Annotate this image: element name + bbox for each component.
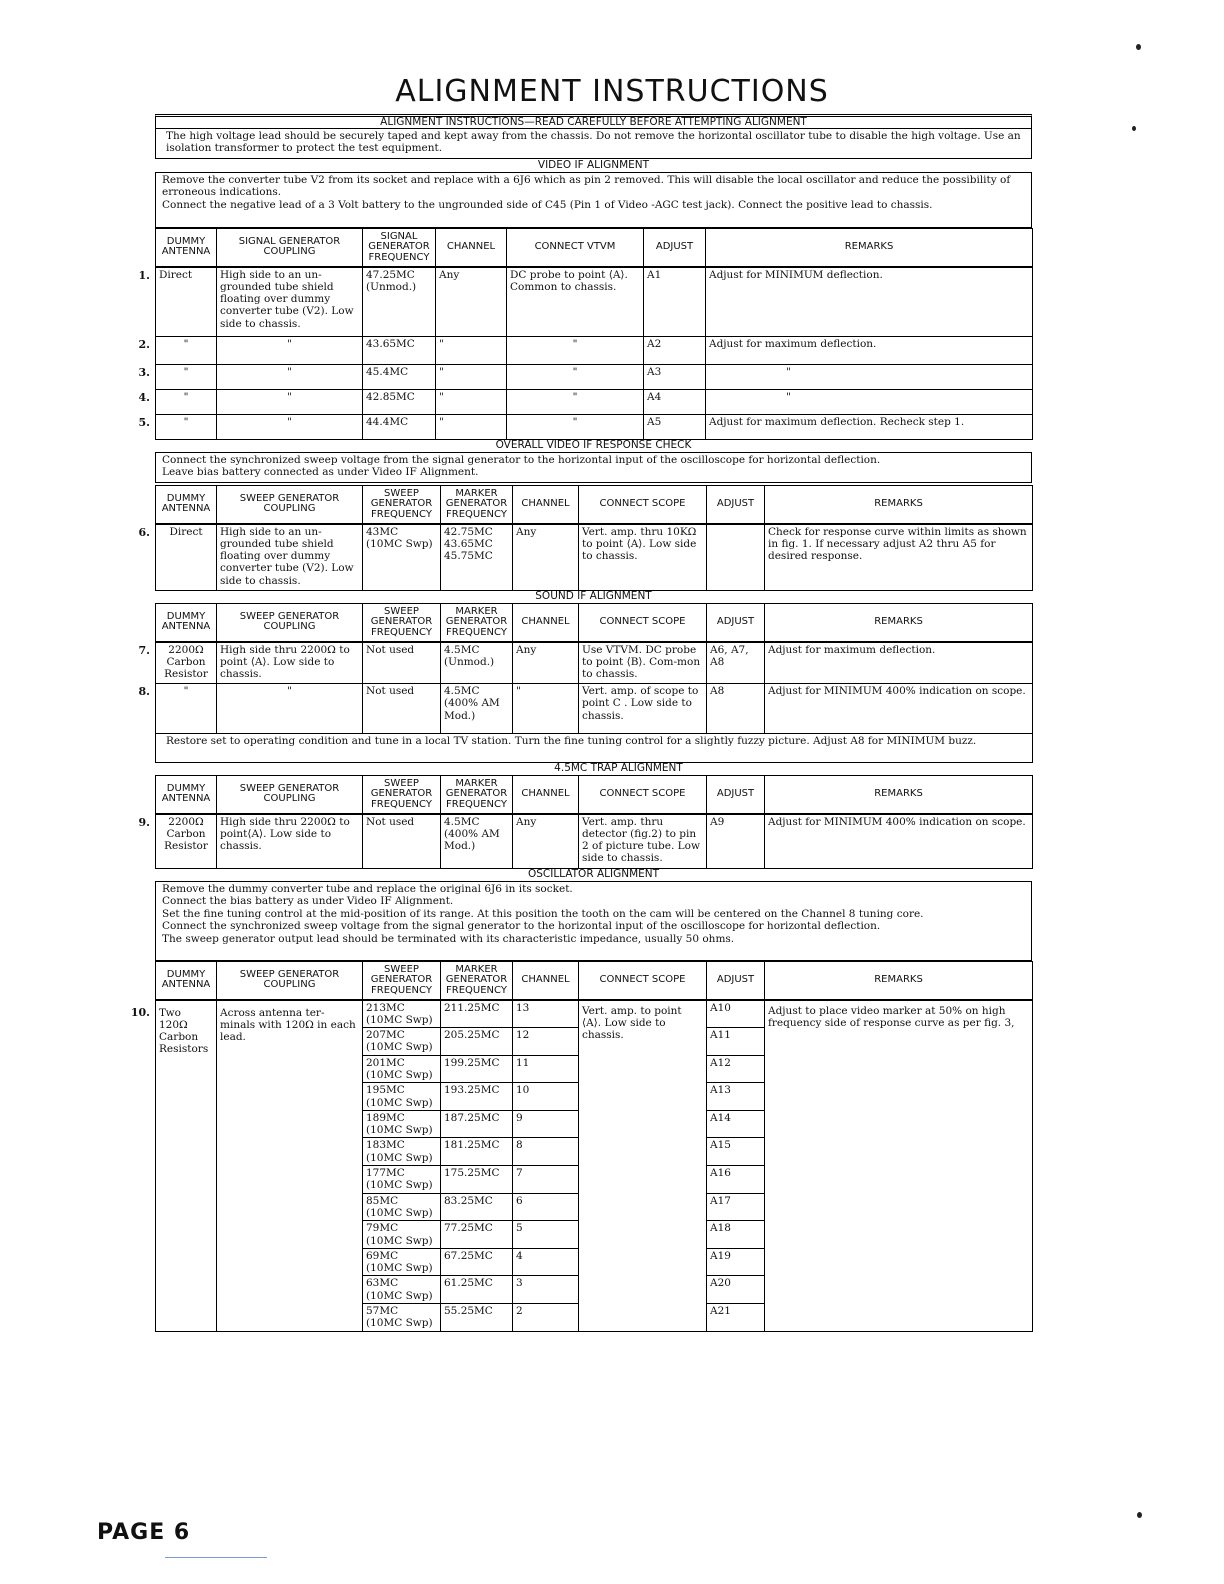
video-if-heading: VIDEO IF ALIGNMENT bbox=[537, 159, 650, 171]
col-remarks: REMARKS bbox=[765, 486, 1033, 524]
col-remarks: REMARKS bbox=[765, 962, 1033, 1000]
col-connect: CONNECT SCOPE bbox=[579, 486, 707, 524]
cell: " bbox=[183, 416, 189, 428]
cell: " bbox=[183, 391, 189, 403]
cell: 57MC (10MC Swp) bbox=[363, 1304, 441, 1332]
cell: 205.25MC bbox=[441, 1028, 513, 1056]
cell: A20 bbox=[707, 1276, 765, 1304]
cell: A17 bbox=[707, 1193, 765, 1221]
oscillator-note-2: Connect the bias battery as under Video IF Alignment. bbox=[162, 895, 454, 908]
scan-speck bbox=[1136, 44, 1141, 50]
cell: 4.5MC (400% AM Mod.) bbox=[441, 684, 513, 734]
col-coupling: SWEEP GENERATOR COUPLING bbox=[217, 962, 363, 1000]
overall-heading: OVERALL VIDEO IF RESPONSE CHECK bbox=[495, 439, 692, 451]
cell: 2200Ω Carbon Resistor bbox=[164, 815, 208, 853]
cell: A14 bbox=[707, 1110, 765, 1138]
cell: A2 bbox=[644, 337, 706, 365]
col-sweep-frequency: SWEEP GENERATOR FREQUENCY bbox=[363, 604, 441, 642]
cell: Any bbox=[513, 814, 579, 869]
cell: 213MC (10MC Swp) bbox=[363, 1000, 441, 1028]
cell: A5 bbox=[644, 415, 706, 440]
cell: 83.25MC bbox=[441, 1193, 513, 1221]
oscillator-heading: OSCILLATOR ALIGNMENT bbox=[527, 868, 660, 880]
scan-speck bbox=[1137, 1512, 1142, 1518]
col-coupling: SWEEP GENERATOR COUPLING bbox=[217, 604, 363, 642]
warning-heading: ALIGNMENT INSTRUCTIONS—READ CAREFULLY BEFORE ATTEMPTING ALIGNMENT bbox=[155, 114, 1032, 129]
cell: High side to an un-grounded tube shield floating over dummy converter tube (V2). Low side to chassis. bbox=[217, 267, 363, 337]
cell: 4.5MC (Unmod.) bbox=[441, 642, 513, 684]
col-sweep-frequency: SWEEP GENERATOR FREQUENCY bbox=[363, 486, 441, 524]
cell: 189MC (10MC Swp) bbox=[363, 1110, 441, 1138]
table-row bbox=[156, 415, 1033, 440]
alignment-document bbox=[130, 114, 1032, 1332]
cell: " bbox=[513, 684, 579, 734]
video-if-note-1: Remove the converter tube V2 from its socket and replace with a 6J6 which as pin 2 removed. This will disable the local oscillator and reduce the possibility of erroneous indications. bbox=[162, 174, 1011, 199]
cell: 177MC (10MC Swp) bbox=[363, 1166, 441, 1194]
cell: " bbox=[507, 415, 644, 440]
video-if-notes bbox=[155, 172, 1032, 228]
sound-if-heading: SOUND IF ALIGNMENT bbox=[535, 590, 652, 602]
col-dummy-antenna: DUMMY ANTENNA bbox=[156, 776, 217, 814]
cell: 4.5MC (400% AM Mod.) bbox=[441, 814, 513, 869]
col-adjust: ADJUST bbox=[707, 486, 765, 524]
video-if-note-2: Connect the negative lead of a 3 Volt battery to the ungrounded side of C45 (Pin 1 of Video -AGC test jack). Connect the positive lead to chassis. bbox=[162, 198, 933, 211]
cell: Use VTVM. DC probe to point ⟨B⟩. Com-mon to chassis. bbox=[579, 642, 707, 684]
col-adjust: ADJUST bbox=[707, 604, 765, 642]
cell: 63MC (10MC Swp) bbox=[363, 1276, 441, 1304]
cell: " bbox=[507, 365, 644, 390]
col-connect: CONNECT SCOPE bbox=[579, 604, 707, 642]
step-number: 10. bbox=[130, 1005, 150, 1019]
col-sweep-frequency: SWEEP GENERATOR FREQUENCY bbox=[363, 962, 441, 1000]
cell: 9 bbox=[513, 1110, 579, 1138]
cell: High side thru 2200Ω to point ⟨A⟩. Low side to chassis. bbox=[217, 642, 363, 684]
cell: A8 bbox=[707, 684, 765, 734]
cell: Adjust for maximum deflection. bbox=[765, 642, 1033, 684]
col-connect: CONNECT SCOPE bbox=[579, 962, 707, 1000]
cell: 195MC (10MC Swp) bbox=[363, 1083, 441, 1111]
cell: " bbox=[217, 684, 363, 734]
col-remarks: REMARKS bbox=[765, 604, 1033, 642]
cell: A1 bbox=[644, 267, 706, 337]
cell: Not used bbox=[363, 814, 441, 869]
cell: 187.25MC bbox=[441, 1110, 513, 1138]
sound-if-table bbox=[138, 603, 1033, 763]
cell: A11 bbox=[707, 1028, 765, 1056]
col-marker-frequency: MARKER GENERATOR FREQUENCY bbox=[441, 486, 513, 524]
warning-paragraph: The high voltage lead should be securely taped and kept away from the chassis. Do not remove the horizontal oscillator tube to disable the high voltage. Use an isolation transformer to protect the test equipment. bbox=[166, 130, 1021, 155]
col-dummy-antenna: DUMMY ANTENNA bbox=[156, 486, 217, 524]
cell: " bbox=[706, 365, 1033, 390]
cell: Check for response curve within limits as shown in fig. 1. If necessary adjust A2 thru A5 for desired response. bbox=[765, 524, 1033, 591]
cell: DC probe to point ⟨A⟩. Common to chassis. bbox=[507, 267, 644, 337]
table-row bbox=[156, 1000, 1033, 1028]
cell: Any bbox=[436, 267, 507, 337]
sound-if-footer: Restore set to operating condition and tune in a local TV station. Turn the fine tuning control for a slightly fuzzy picture. Adjust A8 for MINIMUM buzz. bbox=[156, 734, 1033, 763]
oscillator-note-5: The sweep generator output lead should be terminated with its characteristic impedance, usually 50 ohms. bbox=[162, 932, 735, 945]
oscillator-notes bbox=[155, 881, 1032, 961]
cell: " bbox=[507, 390, 644, 415]
col-marker-frequency: MARKER GENERATOR FREQUENCY bbox=[441, 604, 513, 642]
cell: " bbox=[436, 337, 507, 365]
oscillator-note-3: Set the fine tuning control at the mid-position of its range. At this position the tooth on the cam will be centered on the Channel 8 tuning core. bbox=[162, 907, 924, 920]
cell: 44.4MC bbox=[363, 415, 436, 440]
col-dummy-antenna: DUMMY ANTENNA bbox=[156, 962, 217, 1000]
cell: A21 bbox=[707, 1304, 765, 1332]
cell: Vert. amp. to point ⟨A⟩. Low side to chassis. bbox=[579, 1000, 707, 1332]
cell: 5 bbox=[513, 1221, 579, 1249]
cell: Vert. amp. thru detector (fig.2) to pin 2 of picture tube. Low side to chassis. bbox=[579, 814, 707, 869]
overall-notes bbox=[155, 452, 1032, 483]
col-frequency: SIGNAL GENERATOR FREQUENCY bbox=[363, 229, 436, 267]
cell: " bbox=[217, 365, 363, 390]
cell: " bbox=[217, 415, 363, 440]
step-number: 7. bbox=[138, 643, 150, 657]
step-number: 1. bbox=[138, 268, 150, 282]
col-marker-frequency: MARKER GENERATOR FREQUENCY bbox=[441, 776, 513, 814]
col-channel: CHANNEL bbox=[513, 604, 579, 642]
oscillator-note-4: Connect the synchronized sweep voltage from the signal generator to the horizontal input of the oscilloscope for horizontal deflection. bbox=[162, 920, 881, 933]
overall-note-2: Leave bias battery connected as under Video IF Alignment. bbox=[162, 466, 479, 479]
cell: High side thru 2200Ω to point⟨A⟩. Low side to chassis. bbox=[217, 814, 363, 869]
overall-table bbox=[138, 485, 1033, 591]
col-dummy-antenna: DUMMY ANTENNA bbox=[156, 604, 217, 642]
cell: Adjust for MINIMUM 400% indication on scope. bbox=[765, 684, 1033, 734]
col-channel: CHANNEL bbox=[436, 229, 507, 267]
cell: 193.25MC bbox=[441, 1083, 513, 1111]
cell: A19 bbox=[707, 1248, 765, 1276]
cell: High side to an un-grounded tube shield floating over dummy converter tube (V2). Low side to chassis. bbox=[217, 524, 363, 591]
step-number: 8. bbox=[138, 685, 150, 698]
cell: Adjust for maximum deflection. Recheck step 1. bbox=[706, 415, 1033, 440]
cell: " bbox=[217, 390, 363, 415]
col-channel: CHANNEL bbox=[513, 486, 579, 524]
col-adjust: ADJUST bbox=[707, 776, 765, 814]
col-adjust: ADJUST bbox=[644, 229, 706, 267]
cell: A15 bbox=[707, 1138, 765, 1166]
warning-text bbox=[155, 129, 1032, 159]
cell: Adjust for maximum deflection. bbox=[706, 337, 1033, 365]
cell: Vert. amp. thru 10KΩ to point ⟨A⟩. Low side to chassis. bbox=[579, 524, 707, 591]
cell: A18 bbox=[707, 1221, 765, 1249]
cell: Not used bbox=[363, 684, 441, 734]
table-row bbox=[156, 734, 1033, 763]
oscillator-note-1: Remove the dummy converter tube and replace the original 6J6 in its socket. bbox=[162, 883, 573, 895]
cell: 199.25MC bbox=[441, 1055, 513, 1083]
step-number: 9. bbox=[138, 815, 150, 829]
cell: 79MC (10MC Swp) bbox=[363, 1221, 441, 1249]
cell: " bbox=[706, 390, 1033, 415]
cell: " bbox=[183, 338, 189, 350]
table-row bbox=[156, 524, 1033, 591]
cell: Two 120Ω Carbon Resistors bbox=[159, 1006, 209, 1056]
cell: 13 bbox=[513, 1000, 579, 1028]
scan-speck bbox=[1132, 126, 1136, 131]
cell: 12 bbox=[513, 1028, 579, 1056]
cell: Any bbox=[513, 642, 579, 684]
col-channel: CHANNEL bbox=[513, 962, 579, 1000]
page-number: PAGE 6 bbox=[97, 1520, 191, 1545]
step-number: 6. bbox=[138, 525, 150, 539]
cell: A9 bbox=[707, 814, 765, 869]
cell: 183MC (10MC Swp) bbox=[363, 1138, 441, 1166]
col-marker-frequency: MARKER GENERATOR FREQUENCY bbox=[441, 962, 513, 1000]
cell: Vert. amp. of scope to point C . Low side to chassis. bbox=[579, 684, 707, 734]
trap-table bbox=[138, 775, 1033, 869]
cell: " bbox=[183, 366, 189, 378]
cell: A4 bbox=[644, 390, 706, 415]
video-if-table bbox=[138, 228, 1033, 440]
cell: 43.65MC bbox=[363, 337, 436, 365]
step-number: 4. bbox=[138, 391, 150, 404]
cell: 3 bbox=[513, 1276, 579, 1304]
table-row bbox=[156, 390, 1033, 415]
cell: 175.25MC bbox=[441, 1166, 513, 1194]
cell: 2200Ω Carbon Resistor bbox=[164, 643, 208, 681]
cell: Adjust for MINIMUM deflection. bbox=[706, 267, 1033, 337]
table-row bbox=[156, 337, 1033, 365]
cell: 43MC (10MC Swp) bbox=[363, 524, 441, 591]
cell: 77.25MC bbox=[441, 1221, 513, 1249]
link-underline bbox=[165, 1557, 267, 1558]
col-connect: CONNECT SCOPE bbox=[579, 776, 707, 814]
col-channel: CHANNEL bbox=[513, 776, 579, 814]
cell: 211.25MC bbox=[441, 1000, 513, 1028]
cell: Not used bbox=[363, 642, 441, 684]
cell: 10 bbox=[513, 1083, 579, 1111]
cell: " bbox=[183, 685, 189, 697]
cell: Any bbox=[513, 524, 579, 591]
step-number: 2. bbox=[138, 338, 150, 351]
cell: " bbox=[507, 337, 644, 365]
col-remarks: REMARKS bbox=[706, 229, 1033, 267]
cell: A13 bbox=[707, 1083, 765, 1111]
table-row bbox=[156, 684, 1033, 734]
cell: 69MC (10MC Swp) bbox=[363, 1248, 441, 1276]
cell: A12 bbox=[707, 1055, 765, 1083]
cell: 6 bbox=[513, 1193, 579, 1221]
cell: A3 bbox=[644, 365, 706, 390]
cell: 4 bbox=[513, 1248, 579, 1276]
cell: 42.85MC bbox=[363, 390, 436, 415]
cell: 2 bbox=[513, 1304, 579, 1332]
col-coupling: SIGNAL GENERATOR COUPLING bbox=[217, 229, 363, 267]
col-sweep-frequency: SWEEP GENERATOR FREQUENCY bbox=[363, 776, 441, 814]
overall-note-1: Connect the synchronized sweep voltage from the signal generator to the horizontal input of the oscilloscope for horizontal deflection. bbox=[162, 454, 881, 466]
table-row bbox=[156, 642, 1033, 684]
cell: 8 bbox=[513, 1138, 579, 1166]
cell: 45.4MC bbox=[363, 365, 436, 390]
cell: Direct bbox=[169, 525, 203, 538]
cell: A10 bbox=[707, 1000, 765, 1028]
step-number: 5. bbox=[138, 416, 150, 429]
cell: Across antenna ter-minals with 120Ω in each lead. bbox=[217, 1000, 363, 1332]
col-dummy-antenna: DUMMY ANTENNA bbox=[156, 229, 217, 267]
cell: A16 bbox=[707, 1166, 765, 1194]
cell: Direct bbox=[159, 268, 193, 281]
cell: 11 bbox=[513, 1055, 579, 1083]
table-row bbox=[156, 365, 1033, 390]
cell: A6, A7, A8 bbox=[707, 642, 765, 684]
table-row bbox=[156, 814, 1033, 869]
cell: " bbox=[436, 415, 507, 440]
cell: 201MC (10MC Swp) bbox=[363, 1055, 441, 1083]
cell: 181.25MC bbox=[441, 1138, 513, 1166]
oscillator-table bbox=[130, 961, 1033, 1332]
table-row bbox=[156, 267, 1033, 337]
trap-heading: 4.5MC TRAP ALIGNMENT bbox=[554, 762, 683, 774]
cell: Adjust to place video marker at 50% on high frequency side of response curve as per fig. 3, bbox=[765, 1000, 1033, 1332]
col-adjust: ADJUST bbox=[707, 962, 765, 1000]
col-coupling: SWEEP GENERATOR COUPLING bbox=[217, 486, 363, 524]
cell: Adjust for MINIMUM 400% indication on scope. bbox=[765, 814, 1033, 869]
cell bbox=[707, 524, 765, 591]
cell: 67.25MC bbox=[441, 1248, 513, 1276]
cell: 207MC (10MC Swp) bbox=[363, 1028, 441, 1056]
cell: 42.75MC 43.65MC 45.75MC bbox=[441, 524, 513, 591]
page-title: ALIGNMENT INSTRUCTIONS bbox=[395, 74, 829, 109]
cell: 47.25MC (Unmod.) bbox=[363, 267, 436, 337]
step-number: 3. bbox=[138, 366, 150, 379]
cell: 55.25MC bbox=[441, 1304, 513, 1332]
cell: 85MC (10MC Swp) bbox=[363, 1193, 441, 1221]
cell: 61.25MC bbox=[441, 1276, 513, 1304]
cell: " bbox=[436, 365, 507, 390]
col-remarks: REMARKS bbox=[765, 776, 1033, 814]
cell: " bbox=[436, 390, 507, 415]
col-connect: CONNECT VTVM bbox=[507, 229, 644, 267]
col-coupling: SWEEP GENERATOR COUPLING bbox=[217, 776, 363, 814]
cell: " bbox=[217, 337, 363, 365]
cell: 7 bbox=[513, 1166, 579, 1194]
